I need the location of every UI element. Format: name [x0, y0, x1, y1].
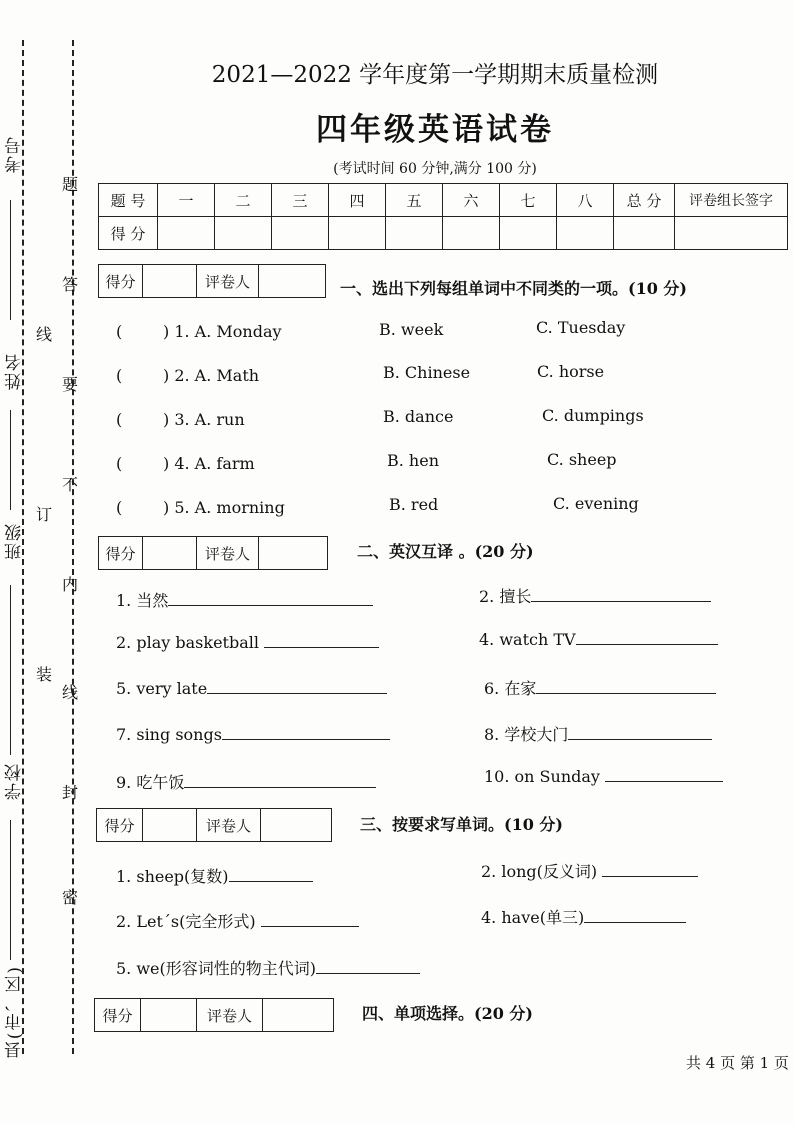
name-blank[interactable] [10, 410, 11, 510]
question-option-c: C. sheep [547, 450, 617, 469]
translation-item: 9. 吃午饭 [116, 770, 376, 793]
score-table-header: 一 [158, 184, 215, 217]
main-title: 2021—2022 学年度第一学期期末质量检测 [211, 62, 659, 88]
scorebox-score-label: 得分 [99, 537, 143, 569]
answer-blank[interactable] [576, 630, 718, 645]
answer-blank[interactable] [261, 912, 359, 927]
seal-char: 不 [62, 475, 79, 494]
scorebox-score-cell[interactable] [143, 537, 197, 569]
question-option-c: C. evening [553, 494, 639, 513]
score-table-header: 评卷组长签字 [675, 184, 788, 217]
scorebox-grader-cell[interactable] [259, 265, 325, 297]
answer-paren[interactable]: ( [116, 410, 123, 429]
seal-char: 订 [36, 505, 53, 524]
answer-blank[interactable] [536, 679, 716, 694]
score-table-header: 三 [272, 184, 329, 217]
answer-blank[interactable] [584, 908, 686, 923]
score-table [98, 183, 788, 250]
seal-char: 封 [62, 783, 79, 802]
section4-scorebox [94, 998, 334, 1032]
question-option-b: B. week [379, 320, 444, 339]
question-option-b: B. Chinese [383, 363, 471, 382]
section3-scorebox [96, 808, 332, 842]
question-option-a: ) 4. A. farm [163, 454, 255, 473]
score-cell[interactable] [675, 217, 788, 250]
translation-item: 2. 擅长 [479, 584, 711, 607]
question-option-c: C. Tuesday [536, 318, 626, 337]
seal-char: 要 [62, 375, 79, 394]
answer-blank[interactable] [207, 679, 387, 694]
answer-blank[interactable] [602, 862, 698, 877]
answer-paren[interactable]: ( [116, 322, 123, 341]
sub-title: 四年级英语试卷 [316, 112, 554, 148]
seal-char: 装 [36, 665, 53, 684]
translation-item: 5. very late [116, 679, 387, 698]
exam-no-blank[interactable] [10, 200, 11, 320]
scorebox-score-cell[interactable] [143, 265, 197, 297]
scorebox-score-label: 得分 [97, 809, 143, 841]
score-table-header: 题 号 [99, 184, 158, 217]
seal-char: 密 [62, 888, 79, 907]
scorebox-grader-label: 评卷人 [197, 999, 263, 1031]
translation-item: 1. 当然 [116, 588, 373, 611]
translation-item: 6. 在家 [484, 676, 716, 699]
section1-scorebox [98, 264, 326, 298]
score-table-header: 七 [500, 184, 557, 217]
answer-blank[interactable] [316, 959, 420, 974]
exam-info: (考试时间 60 分钟,满分 100 分) [333, 161, 537, 177]
score-cell[interactable] [386, 217, 443, 250]
scorebox-grader-cell[interactable] [259, 537, 327, 569]
answer-blank[interactable] [229, 867, 313, 882]
question-option-b: B. dance [383, 407, 454, 426]
name-label: 姓名 [5, 352, 25, 390]
seal-char: 内 [62, 575, 79, 594]
score-cell[interactable] [443, 217, 500, 250]
translation-item: 2. play basketball [116, 633, 379, 652]
answer-blank[interactable] [531, 587, 711, 602]
score-table-row-label: 得 分 [99, 217, 158, 250]
seal-char: 线 [62, 683, 79, 702]
class-label: 班级 [5, 522, 25, 560]
answer-blank[interactable] [184, 773, 376, 788]
word-form-item: 4. have(单三) [481, 905, 686, 928]
question-option-c: C. horse [537, 362, 605, 381]
word-form-item: 2. long(反义词) [481, 859, 698, 882]
question-option-c: C. dumpings [542, 406, 644, 425]
score-cell[interactable] [215, 217, 272, 250]
page-info: 共 4 页 第 1 页 [686, 1054, 789, 1072]
score-table-header: 五 [386, 184, 443, 217]
scorebox-grader-label: 评卷人 [197, 809, 261, 841]
section1-title: 一、选出下列每组单词中不同类的一项。(10 分) [340, 279, 687, 298]
county-label: 县(市、区) [5, 965, 25, 1059]
exam-no-label: 考号 [5, 135, 25, 173]
score-cell[interactable] [272, 217, 329, 250]
score-cell[interactable] [158, 217, 215, 250]
answer-blank[interactable] [568, 725, 712, 740]
section2-title: 二、英汉互译 。(20 分) [357, 542, 534, 561]
answer-blank[interactable] [222, 725, 390, 740]
section2-scorebox [98, 536, 328, 570]
score-table-header: 八 [557, 184, 614, 217]
question-option-a: ) 2. A. Math [163, 366, 260, 385]
section4-title: 四、单项选择。(20 分) [362, 1004, 533, 1023]
seal-char: 题 [62, 175, 79, 194]
word-form-item: 5. we(形容词性的物主代词) [116, 956, 420, 979]
answer-paren[interactable]: ( [116, 498, 123, 517]
answer-blank[interactable] [168, 591, 373, 606]
score-cell[interactable] [614, 217, 675, 250]
question-option-a: ) 3. A. run [163, 410, 245, 429]
scorebox-score-cell[interactable] [143, 809, 197, 841]
scorebox-grader-label: 评卷人 [197, 537, 259, 569]
question-option-b: B. red [389, 495, 439, 514]
word-form-item: 1. sheep(复数) [116, 864, 313, 887]
score-cell[interactable] [329, 217, 386, 250]
score-cell[interactable] [557, 217, 614, 250]
seal-char: 线 [36, 325, 53, 344]
scorebox-grader-label: 评卷人 [197, 265, 259, 297]
score-table-header: 六 [443, 184, 500, 217]
section3-title: 三、按要求写单词。(10 分) [360, 815, 563, 834]
school-blank[interactable] [10, 820, 11, 960]
seal-char: 答 [62, 275, 79, 294]
question-option-b: B. hen [387, 451, 440, 470]
score-cell[interactable] [500, 217, 557, 250]
translation-item: 4. watch TV [479, 630, 718, 649]
translation-item: 7. sing songs [116, 725, 390, 744]
score-table-header: 四 [329, 184, 386, 217]
question-option-a: ) 1. A. Monday [163, 322, 282, 341]
school-label: 学校 [5, 762, 25, 800]
score-table-header: 总 分 [614, 184, 675, 217]
scorebox-grader-cell[interactable] [263, 999, 333, 1031]
answer-paren[interactable]: ( [116, 454, 123, 473]
score-table-header: 二 [215, 184, 272, 217]
word-form-item: 2. Let´s(完全形式) [116, 909, 359, 932]
answer-blank[interactable] [605, 767, 723, 782]
scorebox-score-label: 得分 [95, 999, 141, 1031]
scorebox-grader-cell[interactable] [261, 809, 331, 841]
translation-item: 10. on Sunday [484, 767, 723, 786]
translation-item: 8. 学校大门 [484, 722, 712, 745]
question-option-a: ) 5. A. morning [163, 498, 285, 517]
answer-paren[interactable]: ( [116, 366, 123, 385]
class-blank[interactable] [10, 585, 11, 755]
scorebox-score-cell[interactable] [141, 999, 197, 1031]
scorebox-score-label: 得分 [99, 265, 143, 297]
answer-blank[interactable] [264, 633, 379, 648]
